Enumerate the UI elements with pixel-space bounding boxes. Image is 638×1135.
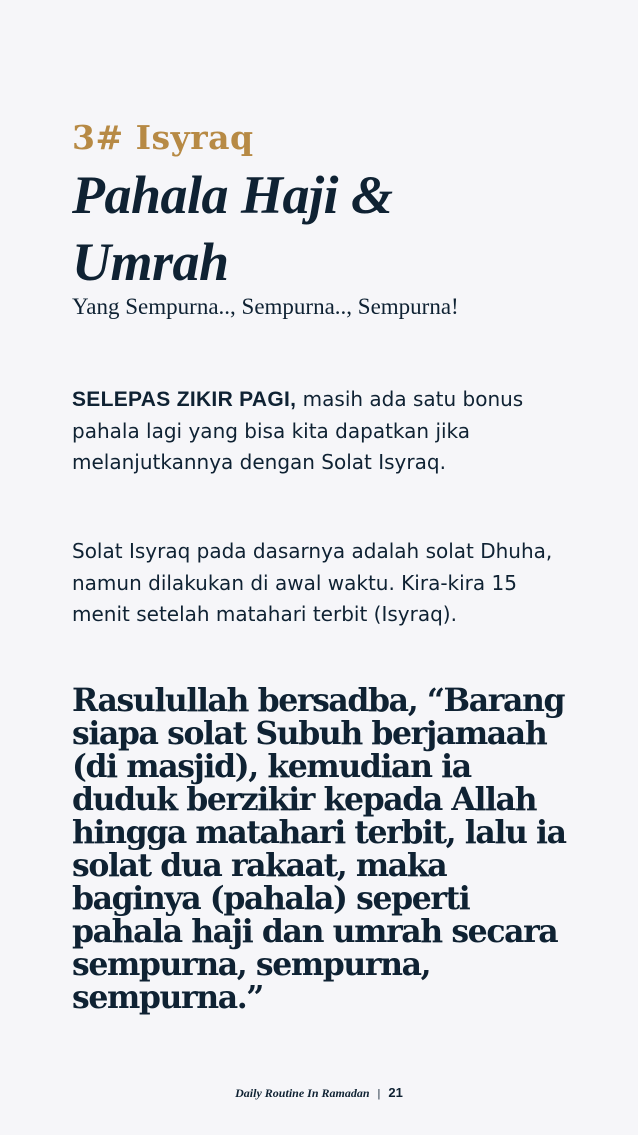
title-line-1: Pahala Haji & (72, 165, 393, 225)
hadith-quote: Rasulullah bersadba, “Barang siapa solat Subuh berjamaah (di masjid), kemudian ia duduk berzikir kepada Allah hingga matahari terbit, lalu ia solat dua rakaat, maka baginya (pahala) seperti pahala haji dan umrah secara sempurna, sempurna, sempurna.” (72, 682, 566, 1016)
intro-text: masih ada satu bonus pahala lagi yang bisa kita dapatkan jika melanjutkannya dengan Solat Isyraq. (72, 387, 524, 474)
intro-paragraph (72, 384, 572, 479)
page-number: 21 (388, 1085, 403, 1100)
footer-separator: | (377, 1088, 381, 1100)
title-line-2: Umrah (72, 232, 229, 292)
page-subtitle: Yang Sempurna.., Sempurna.., Sempurna! (72, 294, 459, 319)
explanation-paragraph: Solat Isyraq pada dasarnya adalah solat Dhuha, namun dilakukan di awal waktu. Kira-kira 15 menit setelah matahari terbit (Isyraq). (72, 539, 553, 626)
intro-lead: SELEPAS ZIKIR PAGI, (72, 388, 297, 411)
page-footer (0, 1085, 638, 1101)
section-eyebrow: 3# Isyraq (72, 118, 254, 157)
footer-book-title: Daily Routine In Ramadan (235, 1086, 370, 1100)
page-title (72, 162, 512, 296)
